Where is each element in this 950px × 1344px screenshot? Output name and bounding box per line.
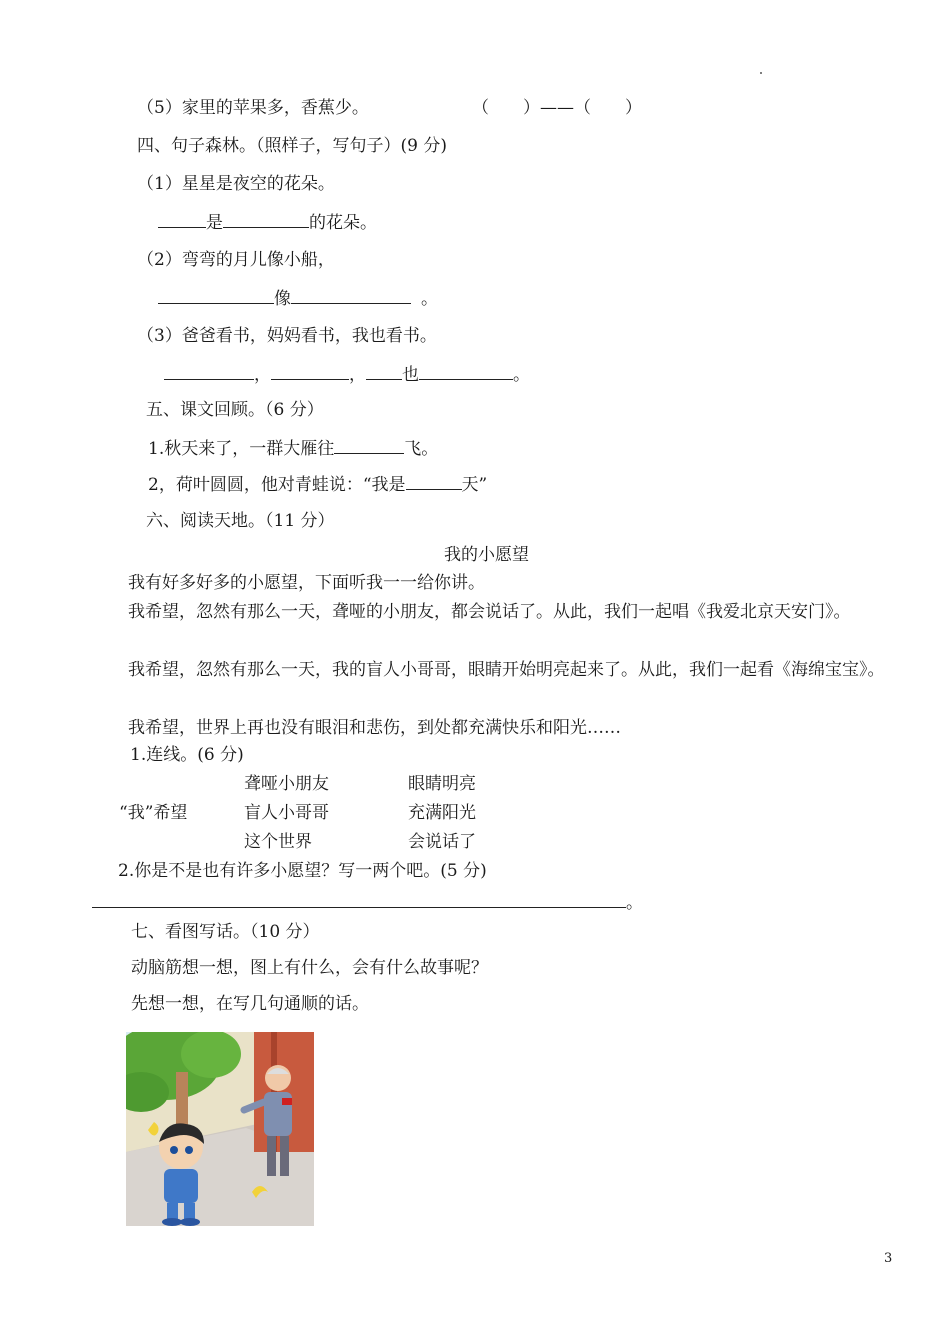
section4-example-2: （2）弯弯的月儿像小船， [137, 250, 335, 270]
match-right-1[interactable]: 眼睛明亮 [408, 774, 476, 794]
blank[interactable] [291, 286, 411, 304]
section4-example-3: （3）爸爸看书，妈妈看书，我也看书。 [137, 326, 437, 346]
q3-item-5: （5）家里的苹果多，香蕉少。 [137, 98, 369, 118]
q1-matching-title: 1.连线。(6 分) [130, 745, 244, 765]
passage-paragraph-3: 我希望，忽然有那么一天，我的盲人小哥哥，眼睛开始明亮起来了。从此，我们一起看《海绵宝宝》。 [128, 660, 885, 680]
blank[interactable] [366, 362, 402, 380]
matching-label: “我”希望 [119, 803, 188, 823]
passage-paragraph-2: 我希望，忽然有那么一天，聋哑的小朋友，都会说话了。从此，我们一起唱《我爱北京天安门》。 [128, 602, 851, 622]
section7-instruction-2: 先想一想，在写几句通顺的话。 [131, 994, 369, 1014]
blank[interactable] [158, 286, 274, 304]
match-left-2[interactable]: 盲人小哥哥 [244, 803, 329, 823]
match-left-1[interactable]: 聋哑小朋友 [244, 774, 329, 794]
blank[interactable] [419, 362, 513, 380]
page-number: 3 [884, 1251, 893, 1266]
blank[interactable] [158, 210, 206, 228]
blank[interactable] [271, 362, 349, 380]
q3-item-5-brackets: （ ）——（ ） [472, 98, 642, 118]
q2-wish-title: 2.你是不是也有许多小愿望？写一两个吧。(5 分) [118, 861, 487, 881]
section4-title: 四、句子森林。（照样子，写句子）(9 分) [137, 136, 447, 156]
blank[interactable] [164, 362, 254, 380]
match-right-3[interactable]: 会说话了 [408, 832, 476, 852]
writing-prompt-illustration [126, 1032, 314, 1226]
passage-paragraph-4: 我希望，世界上再也没有眼泪和悲伤，到处都充满快乐和阳光…… [128, 718, 621, 738]
match-left-3[interactable]: 这个世界 [244, 832, 312, 852]
passage-title: 我的小愿望 [444, 545, 529, 565]
section4-answer-3: ， ， 也 。 [164, 362, 530, 387]
section5-title: 五、课文回顾。（6 分） [146, 400, 324, 420]
q2-answer-line: 。 [92, 890, 643, 915]
section6-title: 六、阅读天地。（11 分） [146, 511, 335, 531]
section4-answer-2: 像 。 [158, 286, 438, 311]
section4-example-1: （1）星星是夜空的花朵。 [137, 174, 335, 194]
answer-line[interactable] [92, 890, 626, 908]
stray-dot [760, 72, 762, 74]
section5-item-1: 1.秋天来了，一群大雁往 飞。 [148, 436, 438, 461]
section4-answer-1: 是 的花朵。 [158, 210, 377, 235]
blank[interactable] [334, 436, 404, 454]
blank[interactable] [406, 472, 462, 490]
section7-title: 七、看图写话。（10 分） [131, 922, 320, 942]
section7-instruction-1: 动脑筋想一想，图上有什么，会有什么故事呢？ [131, 958, 488, 978]
section5-item-2: 2，荷叶圆圆，他对青蛙说：“我是 天” [148, 472, 487, 497]
match-right-2[interactable]: 充满阳光 [408, 803, 476, 823]
passage-paragraph-1: 我有好多好多的小愿望，下面听我一一给你讲。 [128, 573, 485, 593]
blank[interactable] [223, 210, 309, 228]
